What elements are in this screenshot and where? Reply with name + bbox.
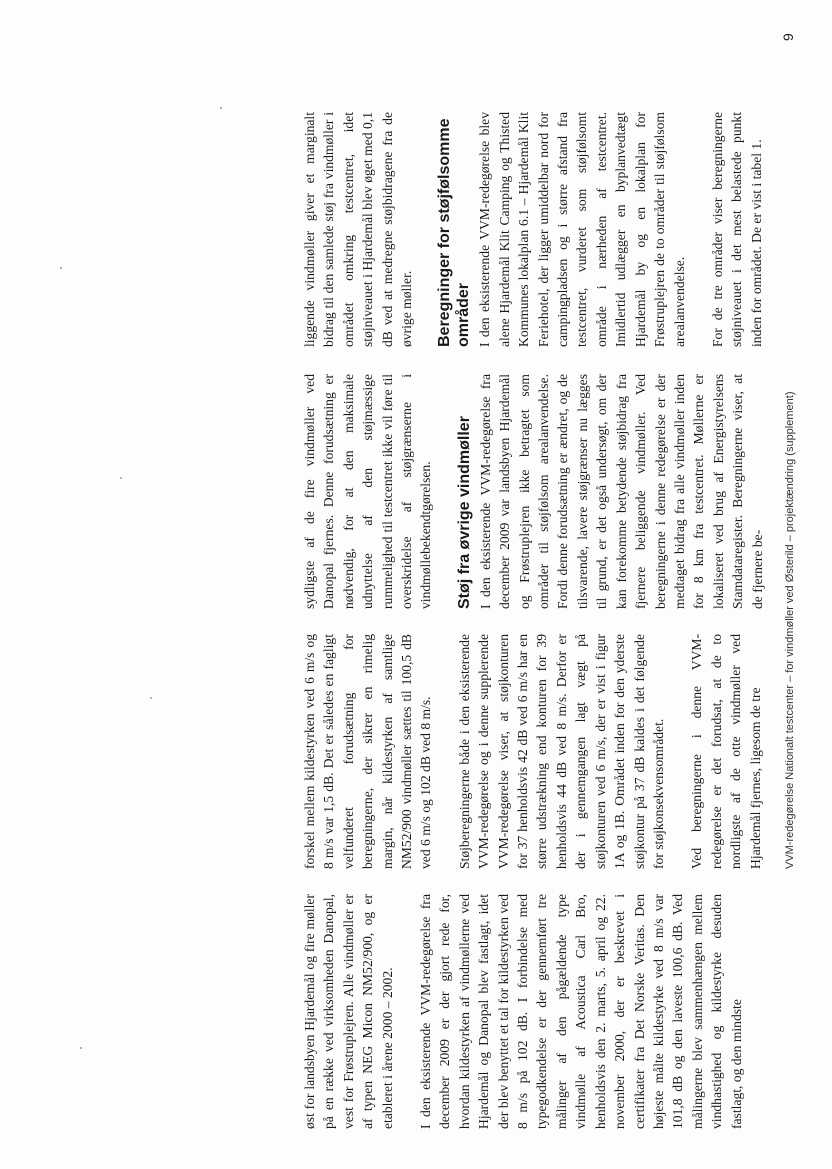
paragraph: øst for landsbyen Hjardemål og fire møller på en række ved virksomheden Danopal, vest for Frøstruplejren. Alle vindmøller er af typen NEG Micon NM52/900, og er etableret i årene 2000 – 2002.	[302, 894, 395, 1129]
scan-speck	[150, 697, 152, 699]
text-column-3	[300, 374, 786, 609]
scan-speck	[220, 107, 222, 109]
text-column-2	[300, 634, 784, 869]
paragraph: sydligste af de fire vindmøller ved Danopal fjernes. Denne forudsætning er nødvendig, for at den maksimale udnyttelse af den støjmæssige rummelighed til testcentret ikke vil føre til overskridelse af støjgrænserne i vindmøllebekendtgørelsen.	[302, 374, 434, 609]
scan-speck	[60, 267, 62, 269]
paragraph: Ved beregningerne i denne VVM-redegørelse er det forudsat, at de to nordligste af de otte vindmøller ved Hjardemål fjernes, ligesom de tre	[689, 634, 763, 869]
paragraph: liggende vindmøller giver et marginalt bidrag til den samlede støj fra vindmøller i området omkring testcentret, idet støjniveauet i Hjardemål blev øget med 0,1 dB ved at medregne støjbidragene fra de øvrige møller.	[302, 112, 415, 347]
paragraph: For de tre områder viser beregningerne støjniveauet i det mest belastede punkt inden for området. De er vist i tabel 1.	[709, 112, 764, 347]
page-number: 9	[780, 33, 796, 41]
paragraph: Støjberegningerne både i den eksisterende VVM-redegørelse og i denne supplerende VVM-redegørelse viser, at støjkonturen for 37 henholdsvis 42 dB ved 6 m/s har en større udstrækning end konturen for 39 henholdsvis 44 dB ved 8 m/s. Derfor er der i gennemgangen lagt vægt på støjkonturen ved 6 m/s, der er vist i figur 1A og 1B. Området inden for den yderste støjkontur på 37 dB kaldes i det følgende for støjkonsekvensområdet.	[456, 634, 666, 869]
page-footer: VVM-redegørelse Nationalt testcenter – for vindmøller ved Østerild – projektændring (supplement)	[784, 391, 796, 869]
scan-speck	[80, 1047, 82, 1049]
text-column-1	[300, 894, 765, 1129]
paragraph: forskel mellem kildestyrken ved 6 m/s og 8 m/s var 1,5 dB. Det er således en fagligt velfunderet forudsætning for beregningerne, der sikrer en rimelig margin, når kildestyrken af samtlige NM52/900 vindmøller sættes til 100,5 dB ved 6 m/s og 102 dB ved 8 m/s.	[302, 634, 434, 869]
scan-speck	[120, 477, 122, 479]
paragraph: I den eksisterende VVM-redegørelse blev alene Hjardemål Klit Camping og Thisted Kommunes lokalplan 6.1 – Hjardemål Klit Feriehotel, der ligger umiddelbar nord for campingpladsen og i større afstand fra testcentret, vurderet som støjfølsomt område i nærheden af testcentret. Imidlertid udlægger en byplanvedtægt Hjardemål by og en lokalplan for Frøstruplejren de to områder til støjfølsom arealanvendelse.	[477, 112, 687, 347]
paragraph: I den eksisterende VVM-redegørelse fra december 2009 er der gjort rede for, hvordan kildestyrken af vindmøllerne ved Hjardemål og Danopal blev fastlagt, idet der blev benyttet et tal for kildestyrken ved 8 m/s på 102 dB. I forbindelse med typegodkendelse er der gennemført tre målinger af den pågældende type vindmølle af Acoustica Carl Bro, henholdsvis den 2. marts, 5. april og 22. november 2000, der er beskrevet i certifikater fra Det Norske Veritas. Den højeste målte kildestyrke ved 8 m/s var 101,8 dB og den laveste 100,6 dB. Ved målingerne blev sammenhængen mellem vindhastighed og kildestyrke desuden fastlagt, og den mindste	[418, 894, 744, 1129]
paragraph: I den eksisterende VVM-redegørelse fra december 2009 var landsbyen Hjardemål og Frøstruplejren ikke betragtet som områder til støjfølsom arealanvendelse. Fordi denne forudsætning er ændret, og de tilsvarende, lavere støjgrænser nu lægges til grund, er det også undersøgt, om der kan forekomme betydende støjbidrag fra fjernere beliggende vindmøller. Ved beregningerne i denne redegørelse er der medtaget bidrag fra alle vindmøller inden for 8 km fra testcentret. Møllerne er lokaliseret ved brug af Energistyrelsens Stamdataregister. Beregningerne viser, at de fjernere be-	[477, 374, 765, 609]
section-heading: Støj fra øvrige vindmøller	[455, 416, 473, 609]
section-heading: Beregninger for støjfølsomme områder	[436, 118, 473, 347]
text-column-4	[300, 112, 785, 347]
